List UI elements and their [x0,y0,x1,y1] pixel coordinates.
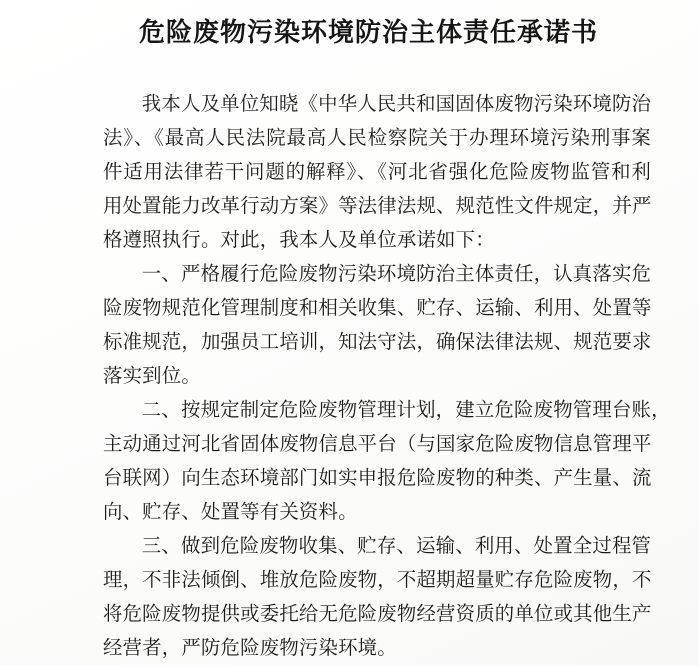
paragraph-item-3 [103,530,651,666]
document-body [103,88,671,666]
paragraph-item-1 [103,258,651,394]
text-line: 件适用法律若干问题的解释》、《河北省强化危险废物监管和利 [103,162,651,183]
text-line: 将危险废物提供或委托给无危险废物经营资质的单位或其他生产 [103,604,652,625]
text-line: 向、贮存、处置等有关资料。 [103,502,358,523]
text-line: 理，不非法倾倒、堆放危险废物，不超期超量贮存危险废物，不 [103,570,652,591]
paragraph-item-2 [103,394,671,530]
text-line: 经营者，严防危险废物污染环境。 [103,638,397,659]
text-line: 二、按规定制定危险废物管理计划，建立危险废物管理台账， [141,400,671,421]
text-line: 一、严格履行危险废物污染环境防治主体责任，认真落实危 [141,264,652,285]
text-line: 落实到位。 [103,366,201,387]
document-title: 危险废物污染环境防治主体责任承诺书 [138,18,598,47]
paragraph-intro [103,88,651,258]
text-line: 用处置能力改革行动方案》等法律法规、规范性文件规定，并严 [103,196,652,217]
text-line: 我本人及单位知晓《中华人民共和国固体废物污染环境防治 [141,94,652,115]
text-line: 三、做到危险废物收集、贮存、运输、利用、处置全过程管 [141,536,652,557]
text-line: 主动通过河北省固体废物信息平台（与国家危险废物信息管理平 [103,434,652,455]
text-line: 法》、《最高人民法院最高人民检察院关于办理环境污染刑事案 [103,128,651,149]
text-line: 险废物规范化管理制度和相关收集、贮存、运输、利用、处置等 [103,298,652,319]
text-line: 格遵照执行。对此，我本人及单位承诺如下： [103,230,495,251]
text-line: 台联网）向生态环境部门如实申报危险废物的种类、产生量、流 [103,468,652,489]
text-line: 标准规范，加强员工培训，知法守法，确保法律法规、规范要求 [103,332,652,353]
